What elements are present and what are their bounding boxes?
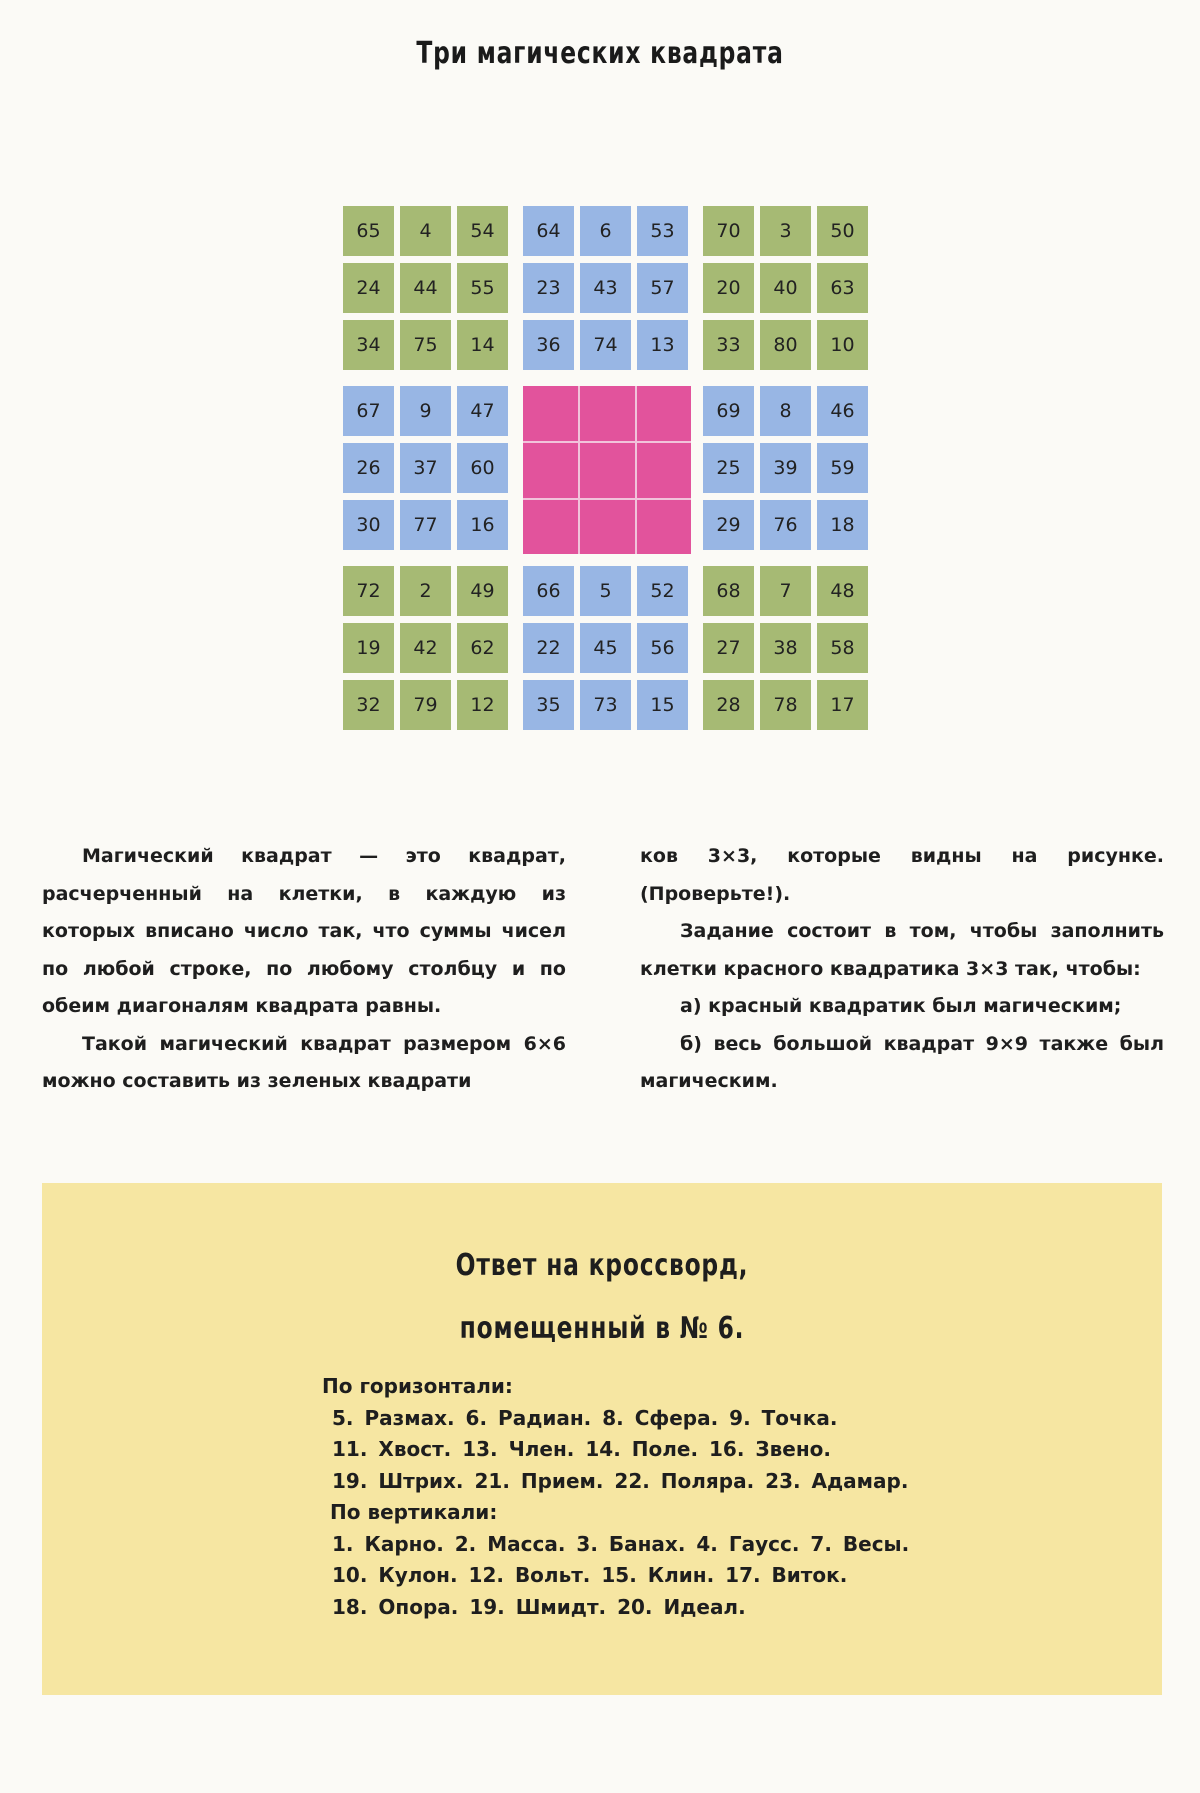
text-column-left bbox=[42, 838, 566, 1101]
grid-cell-17: 17 bbox=[817, 680, 868, 730]
grid-cell-65: 65 bbox=[343, 206, 394, 256]
answer-list bbox=[322, 1371, 962, 1623]
answer-title-line1: Ответ на кроссворд, bbox=[455, 1248, 749, 1283]
horizontal-line: 19. Штрих. 21. Прием. 22. Поляра. 23. Адамар. bbox=[332, 1468, 909, 1493]
grid-cell-9: 9 bbox=[400, 386, 451, 436]
grid-cell-48: 48 bbox=[817, 566, 868, 616]
grid-cell-3: 3 bbox=[760, 206, 811, 256]
grid-cell-63: 63 bbox=[817, 263, 868, 313]
grid-cell-30: 30 bbox=[343, 500, 394, 550]
grid-cell-22: 22 bbox=[523, 623, 574, 673]
grid-cell-27: 27 bbox=[703, 623, 754, 673]
grid-cell-52: 52 bbox=[637, 566, 688, 616]
grid-cell-10: 10 bbox=[817, 320, 868, 370]
grid-cell-60: 60 bbox=[457, 443, 508, 493]
grid-cell-78: 78 bbox=[760, 680, 811, 730]
horizontal-heading: По горизонтали: bbox=[322, 1374, 513, 1398]
grid-cell-75: 75 bbox=[400, 320, 451, 370]
grid-cell-46: 46 bbox=[817, 386, 868, 436]
grid-cell-33: 33 bbox=[703, 320, 754, 370]
task-item-b: б) весь большой квадрат 9×9 также был магическим. bbox=[640, 1032, 1164, 1092]
grid-cell-14: 14 bbox=[457, 320, 508, 370]
grid-cell-24: 24 bbox=[343, 263, 394, 313]
grid-cell-12: 12 bbox=[457, 680, 508, 730]
grid-cell-77: 77 bbox=[400, 500, 451, 550]
grid-cell-6: 6 bbox=[580, 206, 631, 256]
grid-cell-19: 19 bbox=[343, 623, 394, 673]
grid-cell-42: 42 bbox=[400, 623, 451, 673]
grid-cell-58: 58 bbox=[817, 623, 868, 673]
grid-cell-34: 34 bbox=[343, 320, 394, 370]
grid-cell-7: 7 bbox=[760, 566, 811, 616]
vertical-heading: По вертикали: bbox=[330, 1500, 498, 1524]
grid-cell-18: 18 bbox=[817, 500, 868, 550]
grid-cell-32: 32 bbox=[343, 680, 394, 730]
grid-cell-5: 5 bbox=[580, 566, 631, 616]
magic-square-grid bbox=[343, 206, 871, 734]
grid-cell-53: 53 bbox=[637, 206, 688, 256]
grid-cell-26: 26 bbox=[343, 443, 394, 493]
grid-cell-13: 13 bbox=[637, 320, 688, 370]
grid-cell-20: 20 bbox=[703, 263, 754, 313]
grid-cell-40: 40 bbox=[760, 263, 811, 313]
grid-cell-39: 39 bbox=[760, 443, 811, 493]
grid-cell-49: 49 bbox=[457, 566, 508, 616]
grid-cell-38: 38 bbox=[760, 623, 811, 673]
vertical-line: 10. Кулон. 12. Вольт. 15. Клин. 17. Виток. bbox=[332, 1563, 848, 1587]
page-title: Три магических квадрата bbox=[416, 36, 784, 71]
paragraph-definition: Магический квадрат — это квадрат, расчерченный на клетки, в каждую из которых вписано число так, что суммы чисел по любой строке, по любому столбцу и по обеим диагоналям квадрата равны. bbox=[42, 845, 566, 1017]
task-item-a: а) красный квадратик был магическим; bbox=[680, 995, 1122, 1017]
grid-cell-8: 8 bbox=[760, 386, 811, 436]
paragraph-example-6x6: Такой магический квадрат размером 6×6 можно составить из зеленых квадрати bbox=[42, 1032, 566, 1092]
center-divider bbox=[635, 386, 637, 554]
grid-cell-43: 43 bbox=[580, 263, 631, 313]
grid-cell-62: 62 bbox=[457, 623, 508, 673]
grid-cell-68: 68 bbox=[703, 566, 754, 616]
empty-center-square bbox=[523, 386, 691, 554]
center-divider bbox=[578, 386, 580, 554]
paragraph-example-continued: ков 3×3, которые видны на рисунке. (Проверьте!). bbox=[640, 845, 1164, 905]
grid-cell-55: 55 bbox=[457, 263, 508, 313]
grid-cell-4: 4 bbox=[400, 206, 451, 256]
vertical-line: 18. Опора. 19. Шмидт. 20. Идеал. bbox=[332, 1594, 746, 1619]
grid-cell-16: 16 bbox=[457, 500, 508, 550]
grid-cell-50: 50 bbox=[817, 206, 868, 256]
grid-cell-54: 54 bbox=[457, 206, 508, 256]
grid-cell-69: 69 bbox=[703, 386, 754, 436]
grid-cell-35: 35 bbox=[523, 680, 574, 730]
horizontal-line: 5. Размах. 6. Радиан. 8. Сфера. 9. Точка. bbox=[332, 1405, 838, 1430]
grid-cell-66: 66 bbox=[523, 566, 574, 616]
grid-cell-47: 47 bbox=[457, 386, 508, 436]
center-divider bbox=[523, 441, 691, 443]
grid-cell-15: 15 bbox=[637, 680, 688, 730]
text-column-right bbox=[640, 838, 1164, 1101]
grid-cell-80: 80 bbox=[760, 320, 811, 370]
grid-cell-64: 64 bbox=[523, 206, 574, 256]
grid-cell-29: 29 bbox=[703, 500, 754, 550]
grid-cell-70: 70 bbox=[703, 206, 754, 256]
grid-cell-44: 44 bbox=[400, 263, 451, 313]
grid-cell-25: 25 bbox=[703, 443, 754, 493]
grid-cell-76: 76 bbox=[760, 500, 811, 550]
center-divider bbox=[523, 498, 691, 500]
horizontal-line: 11. Хвост. 13. Член. 14. Поле. 16. Звено. bbox=[332, 1437, 831, 1461]
grid-cell-23: 23 bbox=[523, 263, 574, 313]
grid-cell-45: 45 bbox=[580, 623, 631, 673]
vertical-line: 1. Карно. 2. Масса. 3. Банах. 4. Гаусс. 7. Весы. bbox=[332, 1531, 910, 1556]
crossword-answer-box bbox=[42, 1183, 1162, 1695]
grid-cell-2: 2 bbox=[400, 566, 451, 616]
grid-cell-37: 37 bbox=[400, 443, 451, 493]
grid-cell-36: 36 bbox=[523, 320, 574, 370]
grid-cell-79: 79 bbox=[400, 680, 451, 730]
paragraph-task: Задание состоит в том, чтобы заполнить клетки красного квадратика 3×3 так, чтобы: bbox=[640, 920, 1164, 980]
grid-cell-28: 28 bbox=[703, 680, 754, 730]
grid-cell-67: 67 bbox=[343, 386, 394, 436]
grid-cell-73: 73 bbox=[580, 680, 631, 730]
grid-cell-72: 72 bbox=[343, 566, 394, 616]
grid-cell-74: 74 bbox=[580, 320, 631, 370]
grid-cell-59: 59 bbox=[817, 443, 868, 493]
grid-cell-57: 57 bbox=[637, 263, 688, 313]
answer-title-line2: помещенный в № 6. bbox=[459, 1311, 745, 1346]
grid-cell-56: 56 bbox=[637, 623, 688, 673]
